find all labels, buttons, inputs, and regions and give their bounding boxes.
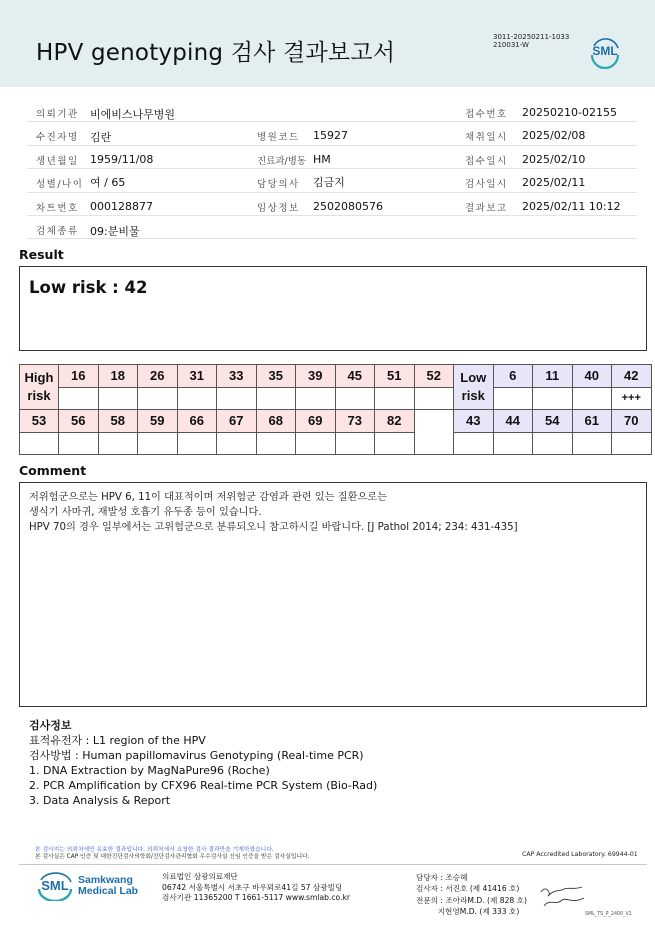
genotype-result-cell: [454, 432, 494, 455]
institution-value: 비에비스나무병원: [90, 108, 176, 121]
genotype-result-cell: [98, 387, 138, 410]
exam-date-value: 2025/02/11: [522, 176, 586, 190]
footer-note: 본 검사지는 의뢰처에만 유효한 결과입니다. 의뢰처에서 요청한 검사 결과만을 기재하였습니다.: [35, 847, 274, 853]
genotype-result-cell: [256, 432, 296, 455]
genotype-type-cell: 44: [493, 410, 533, 433]
genotype-result-cell: +++: [612, 387, 652, 410]
genotype-type-cell: 66: [177, 410, 217, 433]
info-row: [27, 169, 637, 192]
info-row: [27, 122, 637, 145]
genotype-result-cell: [375, 387, 415, 410]
footer-note: 본 검사실은 CAP 인증 및 대한진단검사의학회/진단검사관리협회 우수검사실 신임 인증을 받은 검사실입니다.: [35, 854, 310, 860]
genotype-result-cell: [20, 432, 59, 455]
cap-accreditation: CAP Accredited Laboratory. 69944-01: [522, 851, 638, 858]
genotype-type-cell: 56: [59, 410, 99, 433]
collect-date-label: 채취일시: [465, 132, 508, 144]
hospital-code-label: 병원코드: [257, 132, 300, 144]
genotype-type-cell: 6: [493, 365, 533, 388]
genotype-result-cell: [533, 387, 573, 410]
document-code-line: 210031-W: [493, 41, 529, 49]
genotype-type-cell: 51: [375, 365, 415, 388]
genotype-spacer-cell: [414, 410, 454, 455]
form-version: SML_TS_P_2400_V1: [585, 912, 632, 917]
comment-box: [19, 482, 647, 707]
staff-line: 전문의 : 조아라M.D. (제 828 호): [416, 895, 527, 905]
sml-logo-icon: [588, 35, 622, 69]
exam-info-line: 검사방법 : Human papillomavirus Genotyping (Real-time PCR): [29, 749, 364, 762]
info-row: [27, 99, 637, 122]
result-text: Low risk : 42: [29, 278, 148, 297]
genotype-result-cell: [177, 387, 217, 410]
footer-staff: [416, 872, 527, 917]
sex-age-value: 여 / 65: [90, 176, 126, 190]
genotype-type-cell: 52: [414, 365, 454, 388]
staff-line: 검사자 : 서진호 (제 41416 호): [416, 884, 520, 894]
report-header: [0, 0, 655, 87]
hospital-code-value: 15927: [313, 129, 348, 143]
comment-section-label: Comment: [19, 463, 87, 478]
genotype-type-cell: 67: [217, 410, 257, 433]
genotype-result-cell: [533, 432, 573, 455]
comment-line: 생식기 사마귀, 재발성 호흡기 유두종 등이 있습니다.: [29, 507, 262, 518]
genotype-type-cell: 26: [138, 365, 178, 388]
receipt-no-value: 20250210-02155: [522, 106, 617, 119]
patient-label: 수진자명: [36, 132, 79, 144]
doctor-value: 김금지: [313, 176, 345, 190]
receipt-date-value: 2025/02/10: [522, 152, 586, 166]
genotype-type-cell: 59: [138, 410, 178, 433]
genotype-type-cell: 31: [177, 365, 217, 388]
genotype-type-cell: 69: [296, 410, 336, 433]
collect-date-value: 2025/02/08: [522, 129, 586, 143]
genotype-result-cell: [217, 432, 257, 455]
genotype-type-cell: 42: [612, 365, 652, 388]
genotype-type-cell: 43: [454, 410, 494, 433]
genotype-result-row: [20, 387, 652, 410]
dob-label: 생년월일: [36, 155, 79, 167]
address-line: 의료법인 삼광의료재단: [162, 872, 238, 881]
comment-line: HPV 70의 경우 일부에서는 고위험군으로 분류되오니 참고하시길 바랍니다. [J Pathol 2014; 234: 431-435]: [29, 522, 518, 533]
info-row: [27, 216, 637, 239]
sml-footer-logo-icon: [36, 871, 74, 901]
genotype-type-cell: 33: [217, 365, 257, 388]
genotype-result-cell: [612, 432, 652, 455]
high-risk-label: High risk: [20, 365, 59, 410]
genotype-result-row: [20, 432, 652, 455]
chart-no-value: 000128877: [90, 199, 153, 213]
genotype-result-cell: [572, 432, 612, 455]
document-code: [493, 33, 569, 49]
genotype-result-cell: [138, 432, 178, 455]
dept-label: 진료과/병동: [257, 155, 307, 167]
genotype-row: [20, 410, 652, 433]
genotype-result-cell: [177, 432, 217, 455]
genotype-type-cell: 61: [572, 410, 612, 433]
exam-info-line: 3. Data Analysis & Report: [29, 794, 171, 807]
address-line: 06742 서울특별시 서초구 바우뫼로41길 57 삼광빌딩: [162, 882, 343, 892]
clinical-value: 2502080576: [313, 199, 383, 213]
exam-info: [29, 718, 377, 808]
genotype-result-cell: [493, 387, 533, 410]
doctor-label: 담당의사: [257, 179, 300, 191]
genotype-table: [19, 364, 652, 455]
genotype-result-cell: [375, 432, 415, 455]
genotype-result-cell: [256, 387, 296, 410]
genotype-result-cell: [493, 432, 533, 455]
exam-info-line: 1. DNA Extraction by MagNaPure96 (Roche): [29, 764, 270, 777]
receipt-date-label: 접수일시: [465, 155, 508, 167]
info-row: [27, 193, 637, 216]
exam-info-line: 표적유전자 : L1 region of the HPV: [29, 734, 206, 747]
report-title: HPV genotyping 검사 결과보고서: [36, 40, 396, 66]
specimen-value: 09:분비물: [90, 224, 140, 238]
genotype-type-cell: 68: [256, 410, 296, 433]
dept-value: HM: [313, 152, 331, 166]
genotype-type-cell: 40: [572, 365, 612, 388]
exam-info-line: 2. PCR Amplification by CFX96 Real-time PCR System (Bio-Rad): [29, 779, 378, 792]
signature-icon: [538, 880, 588, 910]
genotype-result-cell: [217, 387, 257, 410]
genotype-type-cell: 35: [256, 365, 296, 388]
genotype-type-cell: 18: [98, 365, 138, 388]
org-name: [78, 875, 138, 897]
address-line: 검사기관 11365200 T 1661-5117 www.smlab.co.kr: [162, 893, 350, 902]
org-name-line: Medical Lab: [78, 885, 139, 897]
genotype-type-cell: 16: [59, 365, 99, 388]
patient-info-table: [27, 99, 637, 239]
result-box: [19, 266, 647, 351]
genotype-result-cell: [572, 387, 612, 410]
receipt-no-label: 접수번호: [465, 109, 508, 120]
dob-value: 1959/11/08: [90, 152, 154, 166]
genotype-type-cell: 70: [612, 410, 652, 433]
footer-logo-text: SML: [41, 878, 69, 893]
genotype-type-cell: 39: [296, 365, 336, 388]
staff-line: 지현영M.D. (제 333 호): [416, 906, 520, 916]
report-value: 2025/02/11 10:12: [522, 199, 621, 213]
genotype-type-cell: 54: [533, 410, 573, 433]
document-code-line: 3011-20250211-1033: [493, 33, 570, 41]
footer-divider: [19, 864, 647, 865]
staff-line: 담당자 : 조승혜: [416, 873, 468, 882]
patient-value: 김란: [90, 131, 112, 145]
genotype-result-cell: [138, 387, 178, 410]
genotype-type-cell: 11: [533, 365, 573, 388]
org-name-line: Samkwang: [78, 874, 133, 886]
genotype-result-cell: [335, 387, 375, 410]
genotype-type-cell: 45: [335, 365, 375, 388]
genotype-result-cell: [59, 387, 99, 410]
genotype-result-cell: [296, 432, 336, 455]
clinical-label: 임상정보: [257, 202, 300, 214]
exam-info-title: 검사정보: [29, 719, 72, 732]
specimen-label: 검체종류: [36, 225, 79, 237]
genotype-type-cell: 58: [98, 410, 138, 433]
institution-label: 의뢰기관: [36, 109, 79, 120]
genotype-type-cell: 82: [375, 410, 415, 433]
info-row: [27, 146, 637, 169]
comment-line: 저위험군으로는 HPV 6, 11이 대표적이며 저위험군 감염과 관련 있는 질환으로는: [29, 492, 387, 503]
exam-date-label: 검사일시: [465, 179, 508, 191]
genotype-type-cell: 53: [20, 410, 59, 433]
genotype-result-cell: [98, 432, 138, 455]
result-section-label: Result: [19, 247, 64, 262]
genotype-result-cell: [335, 432, 375, 455]
report-label: 결과보고: [465, 202, 508, 214]
chart-no-label: 차트번호: [36, 202, 79, 214]
logo-text: SML: [592, 44, 618, 58]
genotype-result-cell: [59, 432, 99, 455]
low-risk-label: Low risk: [454, 365, 494, 410]
genotype-result-cell: [296, 387, 336, 410]
genotype-type-cell: 73: [335, 410, 375, 433]
genotype-result-cell: [414, 387, 454, 410]
genotype-row: [20, 365, 652, 388]
sex-age-label: 성별/나이: [36, 179, 84, 191]
footer-address: [162, 872, 350, 904]
